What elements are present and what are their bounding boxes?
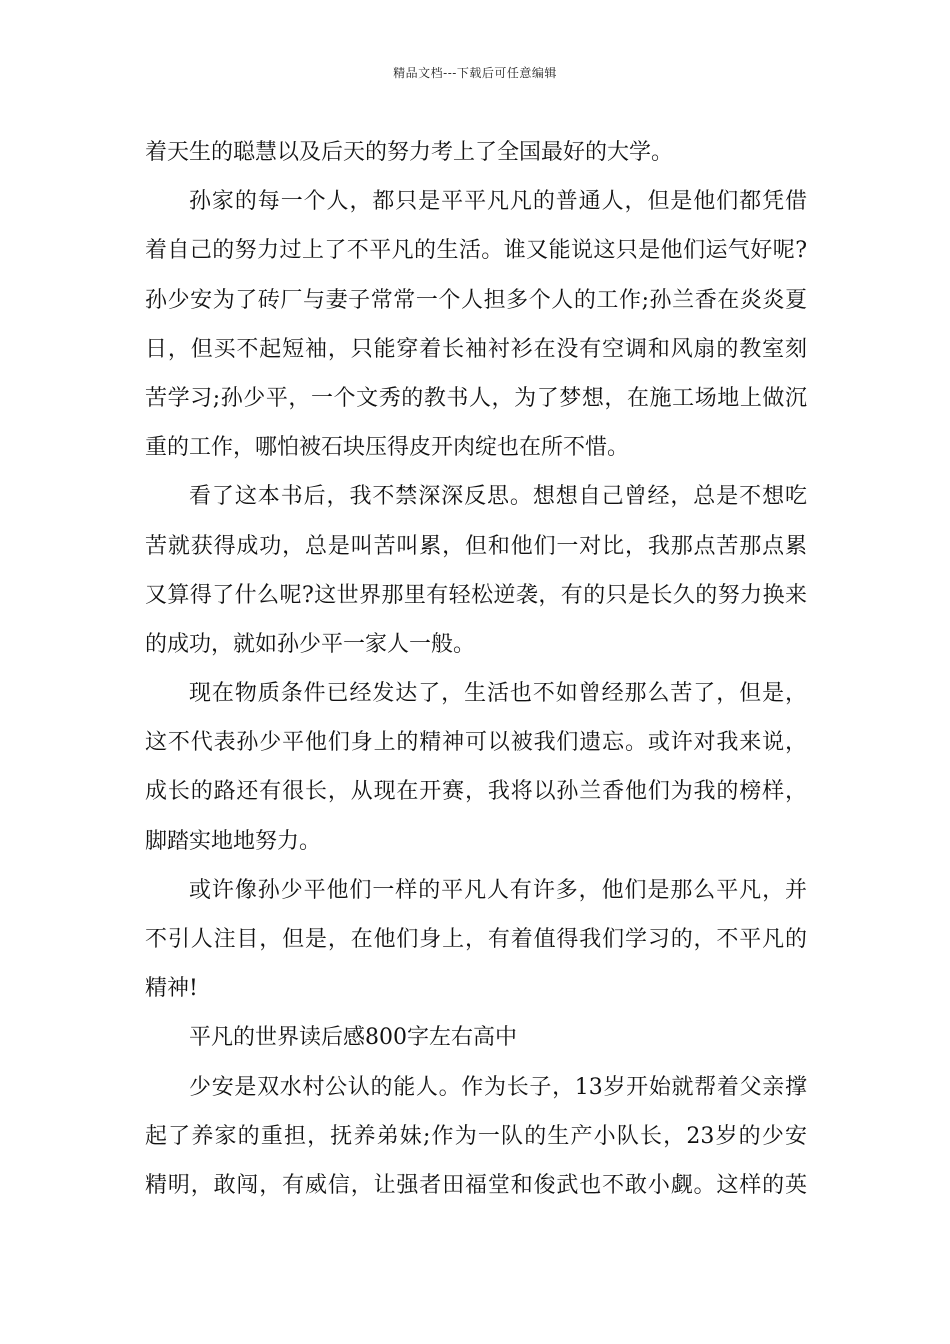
text-line: 的成功，就如孙少平一家人一般。 bbox=[145, 631, 476, 657]
text-line: 孙少安为了砖厂与妻子常常一个人担多个人的工作;孙兰香在炎炎夏 bbox=[145, 287, 807, 313]
text-line: 现在物质条件已经发达了，生活也不如曾经那么苦了，但是， bbox=[189, 681, 807, 707]
text-line: 重的工作，哪怕被石块压得皮开肉绽也在所不惜。 bbox=[145, 435, 630, 461]
text-line: 这不代表孙少平他们身上的精神可以被我们遗忘。或许对我来说， bbox=[145, 730, 807, 756]
text-line: 又算得了什么呢?这世界那里有轻松逆袭，有的只是长久的努力换来 bbox=[145, 582, 807, 608]
text-line: 或许像孙少平他们一样的平凡人有许多，他们是那么平凡，并 bbox=[189, 877, 807, 903]
text-line: 孙家的每一个人，都只是平平凡凡的普通人，但是他们都凭借 bbox=[189, 189, 807, 215]
text-line: 不引人注目，但是，在他们身上，有着值得我们学习的，不平凡的 bbox=[145, 927, 807, 952]
page-header: 精品文档---下载后可任意编辑 bbox=[393, 66, 557, 80]
text-line: 少安是双水村公认的能人。作为长子，13岁开始就帮着父亲撑 bbox=[189, 1074, 807, 1100]
text-line: 平凡的世界读后感800字左右高中 bbox=[189, 1025, 517, 1051]
text-line: 看了这本书后，我不禁深深反思。想想自己曾经，总是不想吃 bbox=[189, 484, 807, 510]
text-line: 起了养家的重担，抚养弟妹;作为一队的生产小队长，23岁的少安 bbox=[145, 1123, 807, 1149]
text-line: 着自己的努力过上了不平凡的生活。谁又能说这只是他们运气好呢? bbox=[145, 238, 807, 264]
text-line: 精神! bbox=[145, 976, 198, 1002]
text-line: 着天生的聪慧以及后天的努力考上了全国最好的大学。 bbox=[145, 140, 674, 165]
document-body bbox=[145, 128, 807, 1210]
text-line: 日，但买不起短袖，只能穿着长袖衬衫在没有空调和风扇的教室刻 bbox=[145, 336, 807, 362]
text-line: 精明，敢闯，有威信，让强者田福堂和俊武也不敢小觑。这样的英 bbox=[145, 1172, 807, 1198]
text-line: 苦就获得成功，总是叫苦叫累，但和他们一对比，我那点苦那点累 bbox=[145, 533, 807, 559]
text-line: 脚踏实地地努力。 bbox=[145, 828, 322, 854]
text-line: 苦学习;孙少平，一个文秀的教书人，为了梦想，在施工场地上做沉 bbox=[145, 385, 807, 411]
text-line: 成长的路还有很长，从现在开赛，我将以孙兰香他们为我的榜样， bbox=[145, 779, 807, 805]
